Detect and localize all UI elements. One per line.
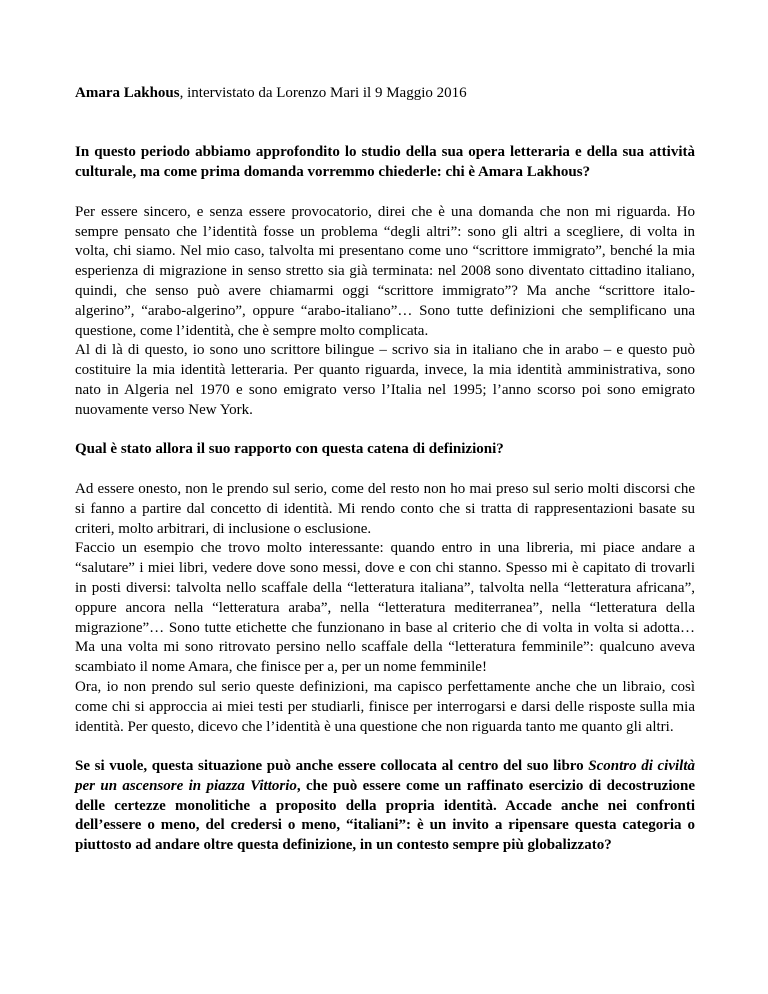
question-2: Qual è stato allora il suo rapporto con questa catena di definizioni? [75,441,504,458]
interviewee-name: Amara Lakhous [75,85,180,101]
interview-info: , intervistato da Lorenzo Mari il 9 Maggio 2016 [179,85,467,101]
answer-2-paragraph-1: Ad essere onesto, non le prendo sul serio, come del resto non ho mai preso sul serio molti discorsi che si fanno a partire dal concetto di identità. Mi rendo conto che si tratta di rappresentazioni basate su criteri, molto arbitrari, di inclusione o esclusione. [75,480,695,537]
answer-1 [75,203,695,421]
question-3 [75,757,695,856]
answer-1-paragraph-1: Per essere sincero, e senza essere provocatorio, direi che è una domanda che non mi riguarda. Ho sempre pensato che l’identità fosse un problema “degli altri”: sono gli altri a scegliere, di volta in volta, chi siamo. Nel mio caso, talvolta mi presentano come uno “scrittore immigrato”, benché la mia esperienza di migrazione in senso stretto sia già terminata: nel 2008 sono diventato cittadino italiano, quindi, che senso può avere chiamarmi oggi “scrittore immigrato”? Ma anche “scrittore italo-algerino”, “arabo-algerino”, oppure “arabo-italiano”… Sono tutte definizioni che semplificano una questione, come l’identità, che è sempre molto complicata. [75,203,695,339]
answer-2-paragraph-2: Faccio un esempio che trovo molto interessante: quando entro in una libreria, mi piace andare a “salutare” i miei libri, vedere dove sono messi, dove e con chi stanno. Spesso mi è capitato di trovarli in posti diversi: talvolta nello scaffale della “letteratura italiana”, talvolta nella “letteratura africana”, oppure ancora nella “letteratura araba”, nella “letteratura mediterranea”, nella “letteratura della migrazione”… Sono tutte etichette che funzionano in base al criterio che di volta in volta si adotta… Ma una volta mi sono ritrovato persino nello scaffale della “letteratura femminile”: qualcuno aveva scambiato il nome Amara, che finisce per a, per un nome femminile! [75,540,695,676]
question-3-part-2: , che può essere come un raffinato esercizio di decostruzione delle certezze monolitiche a proposito della propria identità. Accade anche nei confronti dell’essere o meno, del credersi o meno, “italiani”: è un invito a ripensare questa categoria o piuttosto ad andare oltre questa definizione, in un contesto sempre più globalizzato? [75,777,695,854]
question-1: In questo periodo abbiamo approfondito lo studio della sua opera letteraria e della sua attività culturale, ma come prima domanda vorremmo chiederle: chi è Amara Lakhous? [75,144,695,181]
answer-2 [75,480,695,737]
question-3-part-1: Se si vuole, questa situazione può anche essere collocata al centro del suo libro [75,758,589,775]
answer-2-paragraph-3: Ora, io non prendo sul serio queste definizioni, ma capisco perfettamente anche che un libraio, così come chi si approccia ai miei testi per studiarli, finisce per interrogarsi e darsi delle risposte sulla mia identità. Per questo, dicevo che l’identità è una questione che non riguarda tanto me quanto gli altri. [75,678,695,735]
document-page [75,84,695,856]
book-title: Scontro di civiltà per un ascensore in piazza Vittorio [75,758,695,794]
interview-header [75,84,695,104]
answer-1-paragraph-2: Al di là di questo, io sono uno scrittore bilingue – scrivo sia in italiano che in arabo – e questo può costituire la mia identità letteraria. Per quanto riguarda, invece, la mia identità amministrativa, sono nato in Algeria nel 1970 e sono emigrato verso l’Italia nel 1995; l’anno scorso poi sono emigrato nuovamente verso New York. [75,342,695,418]
